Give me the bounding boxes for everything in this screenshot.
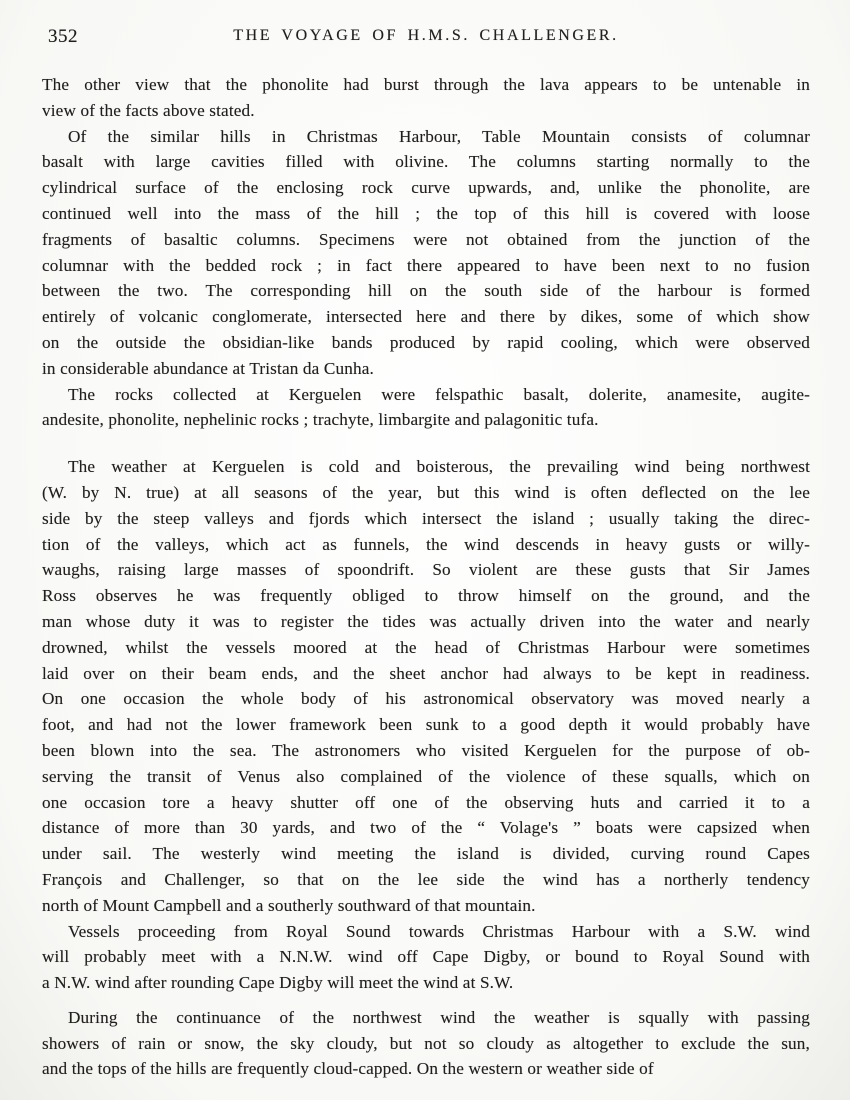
text-line: Vessels proceeding from Royal Sound towards Christmas Harbour with a S.W. wind — [68, 921, 810, 941]
paragraph — [42, 1005, 810, 1082]
text-line: The other view that the phonolite had burst through the lava appears to be untenable in — [42, 75, 810, 94]
text-line: north of Mount Campbell and a southerly southward of that mountain. — [42, 895, 536, 915]
text-line: showers of rain or snow, the sky cloudy, but not so cloudy as altogether to exclude the sun, — [42, 1033, 810, 1053]
paragraph — [42, 124, 810, 382]
text-line: drowned, whilst the vessels moored at the head of Christmas Harbour were sometimes — [42, 637, 810, 657]
text-line: waughs, raising large masses of spoondrift. So violent are these gusts that Sir James — [42, 560, 810, 580]
text-line: andesite, phonolite, nephelinic rocks ; trachyte, limbargite and palagonitic tufa. — [42, 410, 599, 430]
text-line: basalt with large cavities filled with olivine. The columns starting normally to the — [42, 152, 810, 172]
text-line: François and Challenger, so that on the lee side the wind has a northerly tendency — [42, 869, 810, 889]
text-line: a N.W. wind after rounding Cape Digby will meet the wind at S.W. — [42, 973, 514, 993]
text-line: During the continuance of the northwest wind the weather is squally with passing — [68, 1007, 810, 1027]
paragraph — [42, 382, 810, 434]
text-line: between the two. The corresponding hill on the south side of the harbour is formed — [42, 281, 810, 301]
text-line: under sail. The westerly wind meeting the island is divided, curving round Capes — [42, 844, 810, 864]
text-line: The rocks collected at Kerguelen were felspathic basalt, dolerite, anamesite, augite- — [68, 384, 810, 404]
text-line: The weather at Kerguelen is cold and boisterous, the prevailing wind being northwest — [68, 457, 810, 477]
paragraph — [42, 454, 810, 918]
text-line: On one occasion the whole body of his astronomical observatory was moved nearly a — [42, 689, 810, 709]
page-number: 352 — [48, 26, 78, 47]
text-line: columnar with the bedded rock ; in fact there appeared to have been next to no fusion — [42, 255, 810, 275]
text-line: side by the steep valleys and fjords which intersect the island ; usually taking the direc- — [42, 508, 810, 528]
text-line: tion of the valleys, which act as funnels, the wind descends in heavy gusts or willy- — [42, 534, 810, 554]
text-line: on the outside the obsidian-like bands produced by rapid cooling, which were observed — [42, 332, 810, 352]
text-line: Ross observes he was frequently obliged to throw himself on the ground, and the — [42, 586, 810, 606]
text-line: distance of more than 30 yards, and two of the “ Volage's ” boats were capsized when — [42, 818, 810, 838]
text-line: and the tops of the hills are frequently cloud-capped. On the western or weather side of — [42, 1059, 654, 1079]
text-line: (W. by N. true) at all seasons of the year, but this wind is often deflected on the lee — [42, 482, 810, 502]
text-line: laid over on their beam ends, and the sheet anchor had always to be kept in readiness. — [42, 663, 810, 683]
running-head — [42, 24, 810, 50]
text-line: fragments of basaltic columns. Specimens were not obtained from the junction of the — [42, 229, 810, 249]
text-line: view of the facts above stated. — [42, 100, 255, 120]
paragraph — [42, 919, 810, 996]
text-line: entirely of volcanic conglomerate, intersected here and there by dikes, some of which show — [42, 307, 810, 327]
text-line: foot, and had not the lower framework been sunk to a good depth it would probably have — [42, 715, 810, 735]
text-line: man whose duty it was to register the tides was actually driven into the water and nearly — [42, 611, 810, 631]
page-body — [42, 72, 810, 1082]
text-line: in considerable abundance at Tristan da Cunha. — [42, 358, 374, 378]
text-line: will probably meet with a N.N.W. wind off Cape Digby, or bound to Royal Sound with — [42, 947, 810, 967]
text-line: serving the transit of Venus also complained of the violence of these squalls, which on — [42, 766, 810, 786]
paragraph — [42, 72, 810, 124]
text-line: been blown into the sea. The astronomers who visited Kerguelen for the purpose of ob- — [42, 740, 810, 760]
text-line: Of the similar hills in Christmas Harbour, Table Mountain consists of columnar — [68, 126, 810, 146]
text-line: continued well into the mass of the hill ; the top of this hill is covered with loose — [42, 203, 810, 223]
text-line: one occasion tore a heavy shutter off one of the observing huts and carried it to a — [42, 792, 810, 812]
running-title: THE VOYAGE OF H.M.S. CHALLENGER. — [233, 27, 619, 44]
text-line: cylindrical surface of the enclosing rock curve upwards, and, unlike the phonolite, are — [42, 178, 810, 198]
